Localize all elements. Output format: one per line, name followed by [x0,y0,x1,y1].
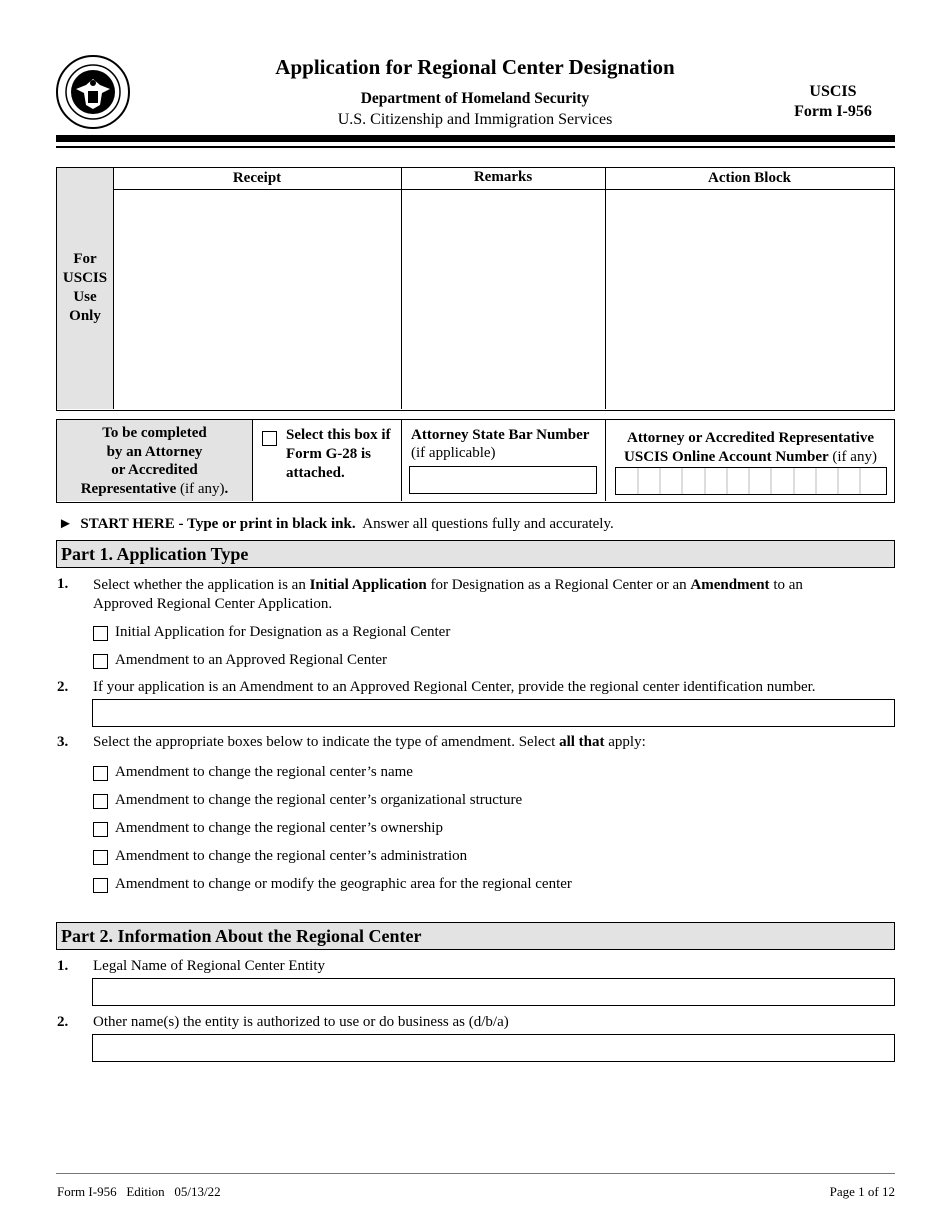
legal-name-input[interactable] [92,978,895,1006]
sub-agency-name: U.S. Citizenship and Immigration Services [337,111,613,128]
part1-q1-number: 1. [57,576,69,592]
dba-name-input[interactable] [92,1034,895,1062]
completed-by-label: To be completed by an Attorney or Accredited Representative (if any). [80,425,229,497]
account-digit-dividers [616,468,886,494]
start-here-line: ► START HERE - Type or print in black ink. Answer all questions fully and accurately. [58,516,614,532]
amend-name-label: Amendment to change the regional center’s name [115,764,413,780]
side-label-line: USCIS [62,270,108,286]
g28-label: Select this box if Form G-28 is attached. [286,427,391,481]
amend-administration-label: Amendment to change the regional center’s administration [115,848,468,864]
part1-q2-text: If your application is an Amendment to an Approved Regional Center, provide the regional center identification number. [93,679,816,695]
side-label-line: Only [69,308,101,324]
account-number-label: Attorney or Accredited Representative USCIS Online Account Number (if any) [624,430,877,465]
amend-structure-label: Amendment to change the regional center’s organizational structure [115,792,523,808]
header-rule-thick [56,135,895,142]
g28-attached-checkbox[interactable] [262,431,277,446]
part1-q3-text: Select the appropriate boxes below to indicate the type of amendment. Select all that apply: [93,734,646,750]
part2-q1-number: 1. [57,958,69,974]
footer-form-edition: Form I-956 Edition 05/13/22 [57,1184,221,1199]
part1-q3-number: 3. [57,734,69,750]
form-title: Application for Regional Center Designation [275,55,675,79]
account-number-input[interactable] [615,467,887,495]
part2-q2-number: 2. [57,1014,69,1030]
form-agency: USCIS [809,83,857,100]
initial-application-label: Initial Application for Designation as a Regional Center [115,624,451,640]
attorney-block [56,419,895,503]
form-id [780,82,886,122]
amend-administration-checkbox[interactable] [93,850,108,865]
uscis-use-block [56,167,895,411]
amendment-label: Amendment to an Approved Regional Center [115,652,388,668]
part1-header: Part 1. Application Type [56,540,895,568]
part1-q2-number: 2. [57,679,69,695]
regional-center-id-input[interactable] [92,699,895,727]
amend-ownership-label: Amendment to change the regional center’s ownership [115,820,443,836]
amend-geographic-checkbox[interactable] [93,878,108,893]
initial-application-checkbox[interactable] [93,626,108,641]
part2-q1-text: Legal Name of Regional Center Entity [93,958,326,974]
amendment-checkbox[interactable] [93,654,108,669]
amend-ownership-checkbox[interactable] [93,822,108,837]
remarks-header: Remarks [473,169,533,185]
receipt-header: Receipt [232,170,282,186]
side-label-line: For [73,251,97,267]
footer-page-number: Page 1 of 12 [829,1184,895,1199]
action-block-header: Action Block [708,170,791,186]
bar-number-input[interactable] [409,466,597,494]
start-arrow-icon: ► [58,516,73,532]
amend-geographic-label: Amendment to change or modify the geographic area for the regional center [115,876,572,892]
agency-name: Department of Homeland Security [360,90,590,107]
footer-rule [56,1173,895,1174]
bar-number-label: Attorney State Bar Number [411,427,590,443]
bar-number-note: (if applicable) [411,445,496,461]
part1-q1-text: Select whether the application is an Initial Application for Designation as a Regional Center or an Amendment to an Approved Regional Center Application. [93,577,803,612]
part2-q2-text: Other name(s) the entity is authorized to use or do business as (d/b/a) [93,1014,509,1030]
header-rule-thin [56,146,895,148]
side-label-line: Use [73,289,97,305]
amend-structure-checkbox[interactable] [93,794,108,809]
part2-header: Part 2. Information About the Regional Center [56,922,895,950]
amend-name-checkbox[interactable] [93,766,108,781]
form-number: Form I-956 [794,103,872,120]
